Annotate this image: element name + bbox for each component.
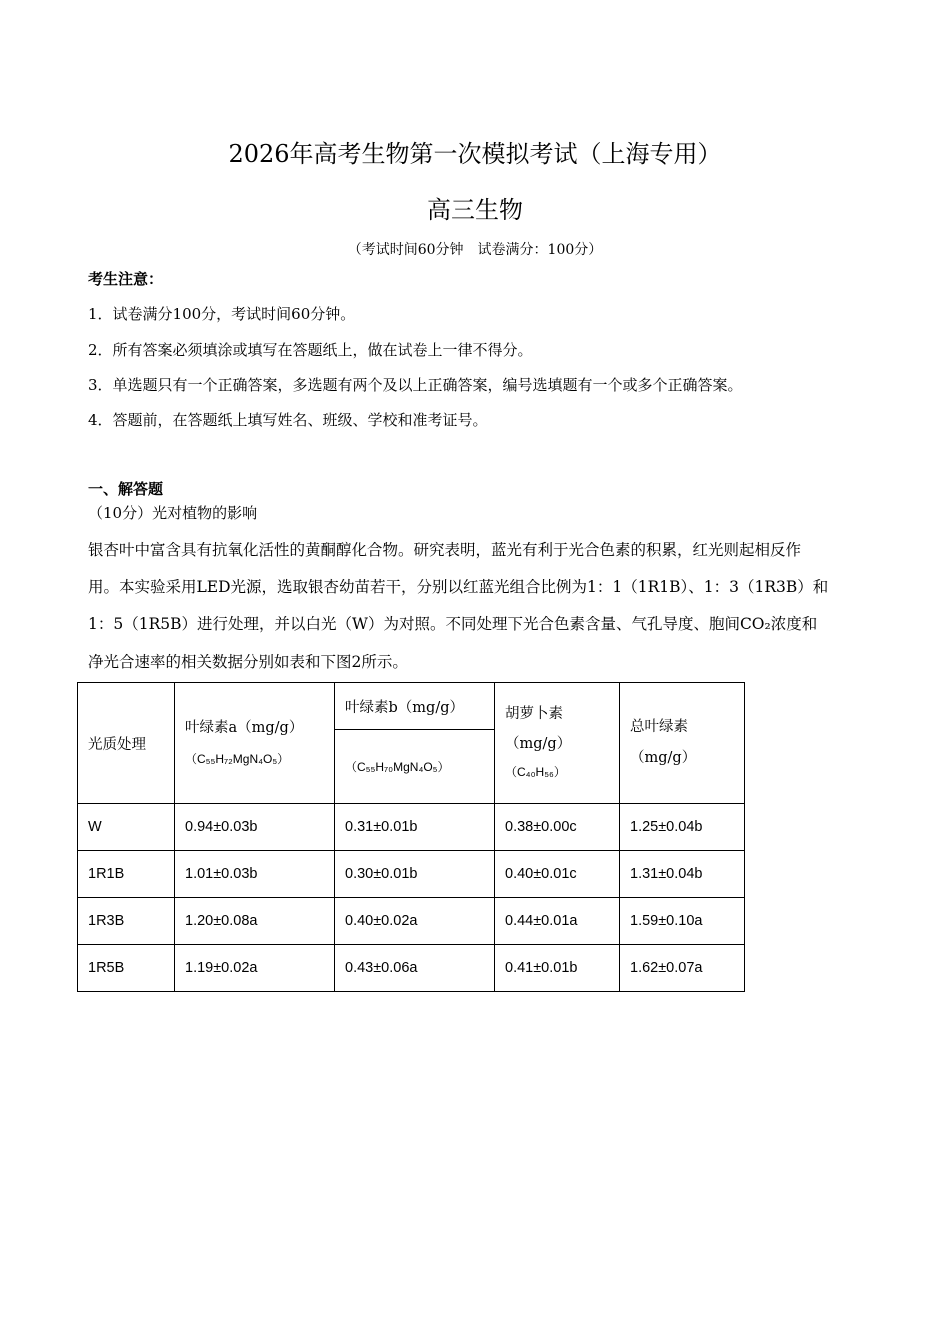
header-total-chlorophyll-name: 总叶绿素 <box>630 718 688 735</box>
paragraph-line: 净光合速率的相关数据分别如表和下图2所示。 <box>88 653 408 671</box>
table-row <box>78 945 745 992</box>
pigment-table <box>77 682 745 992</box>
paragraph-line: 银杏叶中富含具有抗氧化活性的黄酮醇化合物。研究表明，蓝光有利于光合色素的积累，红光则起相反作 <box>88 541 802 559</box>
header-light-treatment: 光质处理 <box>78 683 175 804</box>
question-title: （10分）光对植物的影响 <box>88 504 258 522</box>
cell: 1R5B <box>78 945 175 992</box>
table-row <box>78 804 745 851</box>
header-carotene-formula: （C₄₀H₅₆） <box>505 765 566 780</box>
header-chlorophyll-b-formula: （C₅₅H₇₀MgN₄O₅） <box>335 730 495 804</box>
note-item: 1．试卷满分100分，考试时间60分钟。 <box>88 305 356 323</box>
cell: 0.94±0.03b <box>175 804 335 851</box>
cell: 1.01±0.03b <box>175 851 335 898</box>
cell: 0.40±0.02a <box>335 898 495 945</box>
cell: 0.44±0.01a <box>495 898 620 945</box>
cell: 1R1B <box>78 851 175 898</box>
header-total-chlorophyll-unit: （mg/g） <box>630 750 697 766</box>
cell: 0.30±0.01b <box>335 851 495 898</box>
header-carotene-name: 胡萝卜素 <box>505 706 563 723</box>
notes-heading: 考生注意： <box>88 270 164 288</box>
paragraph-line: 用。本实验采用LED光源，选取银杏幼苗若干，分别以红蓝光组合比例为1：1（1R1B）、1：3（1R3B）和 <box>88 578 829 596</box>
cell: 1.59±0.10a <box>620 898 745 945</box>
table-row <box>78 898 745 945</box>
header-chlorophyll-a-formula: （C₅₅H₇₂MgN₄O₅） <box>185 751 290 766</box>
note-item: 2．所有答案必须填涂或填写在答题纸上，做在试卷上一律不得分。 <box>88 341 533 359</box>
section-heading: 一、解答题 <box>88 480 164 498</box>
cell: 1.19±0.02a <box>175 945 335 992</box>
cell: W <box>78 804 175 851</box>
cell: 1.25±0.04b <box>620 804 745 851</box>
cell: 0.43±0.06a <box>335 945 495 992</box>
cell: 1R3B <box>78 898 175 945</box>
cell: 0.40±0.01c <box>495 851 620 898</box>
header-carotene <box>495 683 620 804</box>
header-chlorophyll-a <box>175 683 335 804</box>
cell: 0.31±0.01b <box>335 804 495 851</box>
cell: 1.62±0.07a <box>620 945 745 992</box>
header-total-chlorophyll <box>620 683 745 804</box>
table-row <box>78 851 745 898</box>
cell: 1.20±0.08a <box>175 898 335 945</box>
header-chlorophyll-b-name: 叶绿素b（mg/g） <box>335 683 495 730</box>
exam-info: （考试时间60分钟 试卷满分：100分） <box>347 242 603 258</box>
header-chlorophyll-a-name: 叶绿素a（mg/g） <box>185 720 304 737</box>
cell: 0.38±0.00c <box>495 804 620 851</box>
exam-title: 2026年高考生物第一次模拟考试（上海专用） <box>228 140 722 168</box>
note-item: 4．答题前，在答题纸上填写姓名、班级、学校和准考证号。 <box>88 411 488 429</box>
cell: 1.31±0.04b <box>620 851 745 898</box>
header-carotene-unit: （mg/g） <box>505 735 572 752</box>
note-item: 3．单选题只有一个正确答案，多选题有两个及以上正确答案，编号选填题有一个或多个正确答案。 <box>88 376 743 394</box>
paragraph-line: 1：5（1R5B）进行处理，并以白光（W）为对照。不同处理下光合色素含量、气孔导度、胞间CO₂浓度和 <box>88 615 818 633</box>
exam-subtitle: 高三生物 <box>427 196 523 224</box>
cell: 0.41±0.01b <box>495 945 620 992</box>
